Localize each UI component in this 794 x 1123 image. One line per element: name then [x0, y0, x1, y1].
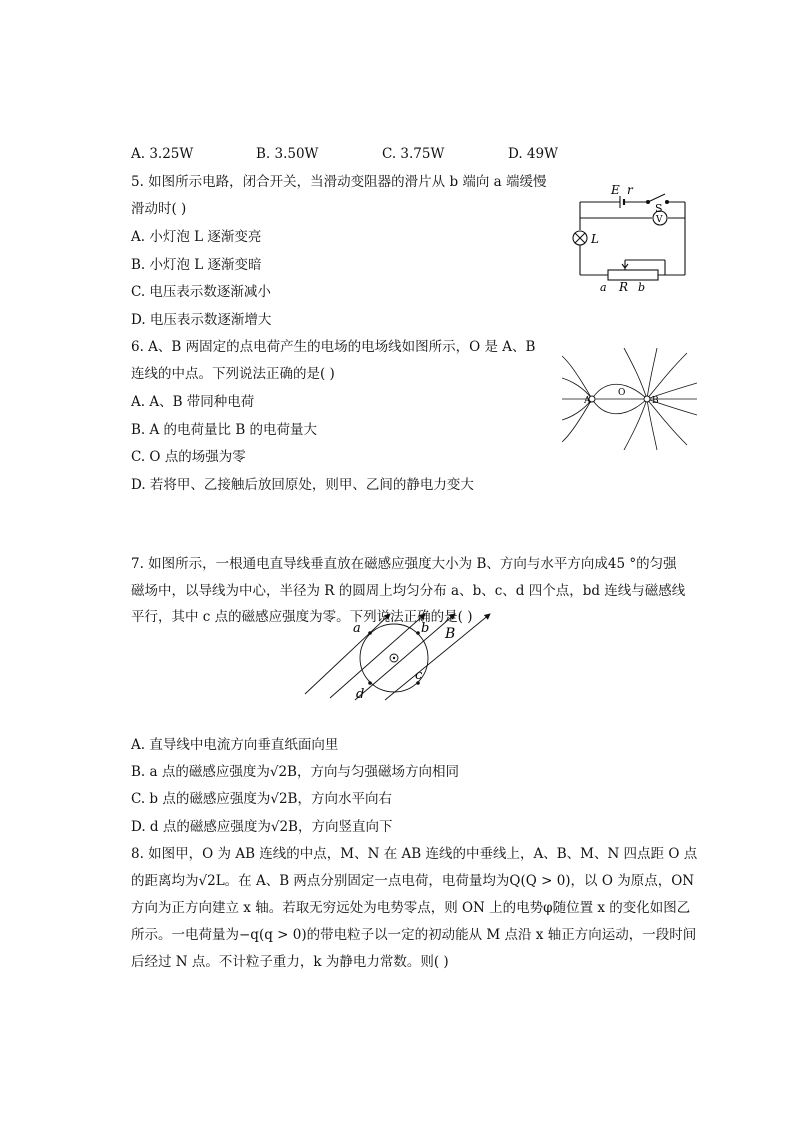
q7-label-a: a — [353, 621, 361, 636]
q7-label-c: c — [415, 668, 423, 683]
q5-circuit-figure — [570, 180, 695, 295]
q5-option-b: B. 小灯泡 L 逐渐变暗 — [131, 257, 262, 273]
q7-stem-line2: 磁场中，以导线为中心，半径为 R 的圆周上均匀分布 a、b、c、d 四个点，bd 连线与磁感线 — [131, 583, 686, 599]
q5-option-d: D. 电压表示数逐渐增大 — [131, 312, 272, 328]
q4-option-d: D. 49W — [508, 146, 558, 162]
q5-stem-line1: 5. 如图所示电路，闭合开关，当滑动变阻器的滑片从 b 端向 a 端缓慢 — [131, 174, 547, 190]
q8-line2: 的距离均为√2L。在 A、B 两点分别固定一点电荷，电荷量均为Q(Q > 0)，以 O 为原点，ON — [131, 873, 695, 889]
q5-label-rheostat: R — [619, 280, 629, 294]
q7-label-field-b: B — [445, 626, 456, 642]
q7-option-b: B. a 点的磁感应强度为√2B，方向与匀强磁场方向相同 — [131, 764, 459, 780]
q5-label-b: b — [638, 281, 646, 294]
q5-label-e: E — [611, 183, 620, 197]
q6-option-b: B. A 的电荷量比 B 的电荷量大 — [131, 422, 318, 438]
q7-stem-line3: 平行，其中 c 点的磁感应强度为零。下列说法正确的是( ) — [131, 609, 473, 625]
q8-line4: 所示。一电荷量为−q(q > 0)的带电粒子以一定的初动能从 M 点沿 x 轴正方向运动，一段时间 — [131, 927, 697, 943]
q5-option-a: A. 小灯泡 L 逐渐变亮 — [131, 229, 262, 245]
q5-stem-line2: 滑动时( ) — [131, 201, 187, 217]
q7-magnetic-field-figure — [300, 612, 500, 704]
q8-line3: 方向为正方向建立 x 轴。若取无穷远处为电势零点，则 ON 上的电势φ随位置 x 的变化如图乙 — [131, 900, 691, 916]
q8-line5: 后经过 N 点。不计粒子重力，k 为静电力常数。则( ) — [131, 954, 449, 970]
q7-label-d: d — [356, 687, 365, 702]
q5-label-v: V — [656, 215, 663, 225]
q4-option-a: A. 3.25W — [131, 146, 194, 162]
q6-stem-line1: 6. A、B 两固定的点电荷产生的电场的电场线如图所示，O 是 A、B — [131, 339, 536, 355]
q6-label-a: A — [584, 396, 591, 406]
q5-label-r: r — [627, 183, 633, 197]
q6-option-d: D. 若将甲、乙接触后放回原处，则甲、乙间的静电力变大 — [131, 477, 474, 493]
q7-stem-line1: 7. 如图所示，一根通电直导线垂直放在磁感应强度大小为 B、方向与水平方向成45 °的匀强 — [131, 556, 677, 572]
q7-option-d: D. d 点的磁感应强度为√2B，方向竖直向下 — [131, 819, 393, 835]
q7-option-c: C. b 点的磁感应强度为√2B，方向水平向右 — [131, 791, 392, 807]
q5-label-a: a — [600, 281, 607, 294]
q6-stem-line2: 连线的中点。下列说法正确的是( ) — [131, 366, 335, 382]
q7-option-a: A. 直导线中电流方向垂直纸面向里 — [131, 737, 339, 753]
q6-field-lines-figure — [562, 348, 697, 450]
q6-label-b: B — [652, 396, 659, 406]
q5-label-l: L — [591, 232, 599, 246]
q7-label-b: b — [421, 621, 430, 636]
q5-option-c: C. 电压表示数逐渐减小 — [131, 284, 271, 300]
q5-label-s: S — [655, 202, 663, 215]
q8-line1: 8. 如图甲，O 为 AB 连线的中点，M、N 在 AB 连线的中垂线上，A、B、M、N 四点距 O 点 — [131, 846, 698, 862]
q6-option-a: A. A、B 带同种电荷 — [131, 394, 255, 410]
q6-option-c: C. O 点的场强为零 — [131, 449, 246, 465]
q6-label-o: O — [618, 388, 626, 398]
q4-option-c: C. 3.75W — [382, 146, 445, 162]
q4-option-b: B. 3.50W — [256, 146, 319, 162]
